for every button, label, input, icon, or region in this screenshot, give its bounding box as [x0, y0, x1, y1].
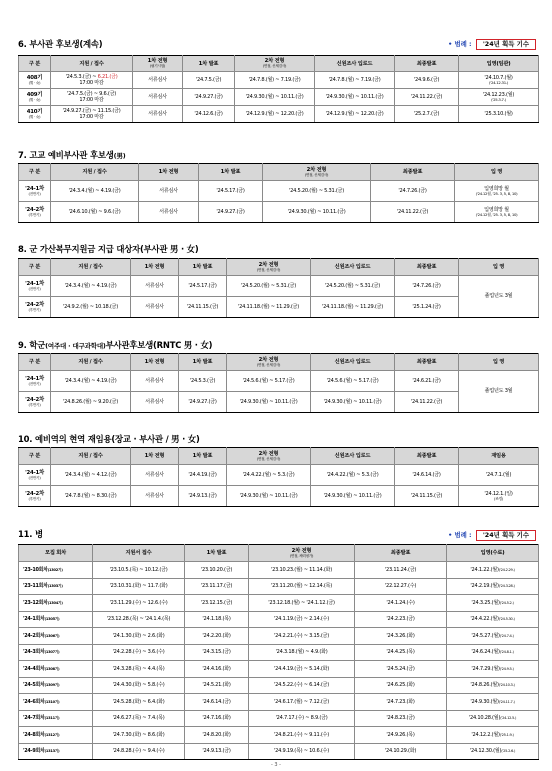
round-label: '24-2회차(1306기)	[19, 628, 93, 645]
final-cell: '25.1.24.(금)	[395, 297, 459, 318]
enlist-cell: '24.7.29.(월)('24.9.5.)	[447, 661, 539, 678]
section-9-table	[18, 353, 539, 413]
legend-bullet: •	[448, 531, 453, 539]
final-cell: '24.6.21.(금)	[395, 371, 459, 392]
apply-period: '24.3.4.(월) ~ 4.12.(금)	[51, 465, 131, 486]
header-stage2: 2차 전형 (면접, 신체검사)	[235, 56, 315, 72]
enlist-cell: '24.2.19.(월)('24.3.28.)	[447, 578, 539, 595]
legend-box: '24년 획득 기수	[476, 530, 536, 541]
header-apply: 지원 / 접수	[51, 354, 131, 371]
stage1-result-cell: '24.5.17.(금)	[199, 181, 263, 202]
upload-cell: '24.7.8.(월) ~ 7.19.(금)	[315, 72, 395, 89]
enlist-cell: '24.12.23.(월) ('25.3.7.)	[459, 89, 539, 106]
stage1-result-cell: '24.9.27.(금)	[183, 89, 235, 106]
enlist-cell: '25.3.10.(월)	[459, 106, 539, 123]
header-apply: 지원 / 접수	[51, 259, 131, 276]
upload-cell: '24.4.22.(월) ~ 5.3.(금)	[311, 465, 395, 486]
header-stage1: 1차 전형 (필기시험)	[133, 56, 183, 72]
row-label: '24-2차 (후반기)	[19, 202, 51, 223]
stage2-cell: '24.5.22.(수) ~ 6.14.(금)	[249, 677, 355, 694]
table-row	[19, 181, 539, 202]
round-label: '24-9회차(1313기)	[19, 743, 93, 760]
final-cell: '24.7.23.(화)	[355, 694, 447, 711]
header-apply: 지원서 접수	[93, 545, 185, 562]
table-row	[19, 202, 539, 223]
apply-period: '24.2.28.(수) ~ 3.6.(수)	[93, 644, 185, 661]
header-stage1: 1차 전형	[131, 259, 179, 276]
stage1-result-cell: '24.6.14.(금)	[185, 694, 249, 711]
apply-period: '24.6.10.(월) ~ 9.6.(금)	[51, 202, 139, 223]
section-11-table	[18, 544, 539, 760]
table-row	[19, 710, 539, 727]
table-row	[19, 578, 539, 595]
final-cell: '22.12.27.(수)	[355, 578, 447, 595]
stage2-cell: '24.4.19.(금) ~ 5.14.(화)	[249, 661, 355, 678]
stage2-cell: '24.9.30.(월) ~ 10.11.(금)	[227, 486, 311, 507]
stage1-result-cell: '24.9.27.(금)	[199, 202, 263, 223]
enlist-cell: '24.12.30.(월)('25.2.6.)	[447, 743, 539, 760]
apply-period: '24.3.28.(목) ~ 4.4.(목)	[93, 661, 185, 678]
header-enlist: 입영(임관)	[459, 56, 539, 72]
header-category: 구 분	[19, 259, 51, 276]
header-apply: 지원 / 접수	[51, 164, 139, 181]
table-row	[19, 661, 539, 678]
table-row	[19, 611, 539, 628]
enlist-cell: '24.6.24.(월)('24.8.1.)	[447, 644, 539, 661]
table-row	[19, 465, 539, 486]
header-final: 최종발표	[355, 545, 447, 562]
round-label: '24-3회차(1307기)	[19, 644, 93, 661]
header-background-upload: 신원조사 입로드	[315, 56, 395, 72]
header-category: 구 분	[19, 354, 51, 371]
round-label: '24-6회차(1310기)	[19, 694, 93, 711]
final-cell: '25.2.7.(금)	[395, 106, 459, 123]
enlist-merged-cell: 졸업년도 3월	[459, 276, 539, 318]
round-label: '24-8회차(1312기)	[19, 727, 93, 744]
table-row	[19, 644, 539, 661]
stage1-cell: 서류심사	[131, 465, 179, 486]
section-6-title: 6. 부사관 후보생(계속)	[18, 39, 103, 49]
enlist-cell: '24.5.27.(월)('24.7.4.)	[447, 628, 539, 645]
apply-period: '24.3.4.(월) ~ 4.19.(금)	[51, 181, 139, 202]
stage1-result-cell: '24.2.20.(화)	[185, 628, 249, 645]
header-final: 최종발표	[371, 164, 455, 181]
round-label: '23-10회차(1302기)	[19, 562, 93, 579]
header-stage2: 2차 전형 (면접, 신체검사)	[227, 259, 311, 276]
stage1-result-cell: '24.9.13.(금)	[185, 743, 249, 760]
apply-period: '24.9.27.(금) ~ 11.15.(금) 17:00 마감	[51, 106, 133, 123]
header-stage2: 2차 전형 (면접, 신체검사)	[227, 354, 311, 371]
table-row	[19, 743, 539, 760]
header-category: 구 분	[19, 56, 51, 72]
header-stage1: 1차 전형	[131, 354, 179, 371]
stage1-result-cell: '24.5.17.(금)	[179, 276, 227, 297]
apply-period: '24.9.2.(월) ~ 10.18.(금)	[51, 297, 131, 318]
stage1-result-cell: '24.8.20.(화)	[185, 727, 249, 744]
enlist-cell: '24.4.22.(월)('24.5.30.)	[447, 611, 539, 628]
final-cell: '24.3.26.(화)	[355, 628, 447, 645]
stage1-cell: 서류심사	[133, 89, 183, 106]
section-10-table	[18, 447, 539, 507]
stage2-cell: '24.2.21.(수) ~ 3.15.(금)	[249, 628, 355, 645]
header-stage1-result: 1차 발표	[183, 56, 235, 72]
reappoint-cell: '24.7.1.(월)	[459, 465, 539, 486]
header-stage2: 2차 전형 (면접, 신체검사)	[227, 448, 311, 465]
enlist-cell: 입영희망 월 ('24.12월, '25. 3, 5, 8, 10)	[455, 181, 539, 202]
stage1-result-cell: '24.1.18.(목)	[185, 611, 249, 628]
header-stage1: 1차 전형	[131, 448, 179, 465]
final-cell: '24.4.25.(목)	[355, 644, 447, 661]
apply-period: '23.10.5.(목) ~ 10.12.(금)	[93, 562, 185, 579]
enlist-cell: '24.3.25.(월)('24.5.2.)	[447, 595, 539, 612]
table-row	[19, 677, 539, 694]
header-background-upload: 신원조사 입로드	[311, 354, 395, 371]
final-cell: '24.2.23.(금)	[355, 611, 447, 628]
table-row	[19, 562, 539, 579]
section-7-table	[18, 163, 539, 223]
table-row	[19, 72, 539, 89]
row-label: '24-2차 (후반기)	[19, 392, 51, 413]
header-category: 구 분	[19, 448, 51, 465]
upload-cell: '24.11.18.(월) ~ 11.29.(금)	[311, 297, 395, 318]
header-reappoint: 재임용	[459, 448, 539, 465]
enlist-cell: '24.10.28.(월)('24.12.5.)	[447, 710, 539, 727]
section-9-title: 9. 학군(여주대 · 대구과학대)부사관후보생(RNTC 男 · 女)	[18, 340, 213, 350]
stage2-cell: '24.9.30.(월) ~ 10.11.(금)	[235, 89, 315, 106]
section-8-table	[18, 258, 539, 318]
stage2-cell: '24.9.30.(월) ~ 10.11.(금)	[227, 392, 311, 413]
apply-period: '24.1.30.(화) ~ 2.6.(화)	[93, 628, 185, 645]
final-cell: '24.8.23.(금)	[355, 710, 447, 727]
stage2-cell: '24.5.6.(월) ~ 5.17.(금)	[227, 371, 311, 392]
stage1-cell: 서류심사	[131, 392, 179, 413]
reappoint-cell: '24.12.1.(일) (조정)	[459, 486, 539, 507]
stage2-cell: '23.10.23.(월) ~ 11.14.(화)	[249, 562, 355, 579]
final-cell: '24.11.22.(금)	[395, 89, 459, 106]
final-cell: '24.9.6.(금)	[395, 72, 459, 89]
enlist-cell: '24.1.22.(월)('24.2.29.)	[447, 562, 539, 579]
header-final: 최종발표	[395, 354, 459, 371]
legend-bullet: •	[448, 40, 453, 48]
apply-period: '24.3.4.(월) ~ 4.19.(금)	[51, 276, 131, 297]
header-enlist: 입 영	[459, 259, 539, 276]
stage2-cell: '24.5.20.(월) ~ 5.31.(금)	[263, 181, 371, 202]
enlist-cell: '24.12.2.(월)('25.1.9.)	[447, 727, 539, 744]
apply-period: '23.12.28.(목) ~ '24.1.4.(목)	[93, 611, 185, 628]
legend-box: '24년 획득 기수	[476, 39, 536, 50]
header-apply: 지원 / 접수	[51, 56, 133, 72]
section-6-legend	[448, 39, 536, 50]
stage1-result-cell: '24.4.19.(금)	[179, 465, 227, 486]
stage2-cell: '24.12.9.(월) ~ 12.20.(금)	[235, 106, 315, 123]
stage2-cell: '24.7.17.(수) ~ 8.9.(금)	[249, 710, 355, 727]
table-row	[19, 89, 539, 106]
row-label: '24-1차 (전반기)	[19, 465, 51, 486]
final-cell: '24.9.26.(목)	[355, 727, 447, 744]
header-stage1-result: 1차 발표	[185, 545, 249, 562]
stage2-cell: '24.6.17.(월) ~ 7.12.(금)	[249, 694, 355, 711]
table-row	[19, 628, 539, 645]
section-7-title: 7. 고교 예비부사관 후보생(男)	[18, 150, 126, 160]
row-label: 408기 (男 · 女)	[19, 72, 51, 89]
row-label: '24-1차 (전반기)	[19, 371, 51, 392]
row-label: 409기 (男 · 女)	[19, 89, 51, 106]
stage2-cell: '23.11.20.(월) ~ 12.14.(목)	[249, 578, 355, 595]
stage1-result-cell: '24.9.13.(금)	[179, 486, 227, 507]
apply-period: '24.7.5.(금) ~ 9.6.(금) 17:00 마감	[51, 89, 133, 106]
final-cell: '24.11.22.(금)	[395, 392, 459, 413]
table-row	[19, 486, 539, 507]
apply-period: '24.7.8.(월) ~ 8.30.(금)	[51, 486, 131, 507]
header-enlist: 입 영	[459, 354, 539, 371]
stage2-cell: '23.12.18.(월) ~ '24.1.12.(금)	[249, 595, 355, 612]
apply-period: '23.10.31.(화) ~ 11.7.(화)	[93, 578, 185, 595]
stage1-result-cell: '23.10.20.(금)	[185, 562, 249, 579]
apply-period: '24.5.28.(화) ~ 6.4.(화)	[93, 694, 185, 711]
header-enlist: 입영(수료)	[447, 545, 539, 562]
stage1-result-cell: '24.3.15.(금)	[185, 644, 249, 661]
stage1-result-cell: '24.5.3.(금)	[179, 371, 227, 392]
section-11-legend	[448, 530, 536, 541]
header-final: 최종발표	[395, 448, 459, 465]
stage1-cell: 서류심사	[139, 202, 199, 223]
stage1-cell: 서류심사	[139, 181, 199, 202]
header-stage1: 1차 전형	[139, 164, 199, 181]
apply-period: '24.8.28.(수) ~ 9.4.(수)	[93, 743, 185, 760]
row-label: '24-2차 (후반기)	[19, 486, 51, 507]
table-row	[19, 595, 539, 612]
stage1-cell: 서류심사	[131, 297, 179, 318]
final-cell: '24.11.15.(금)	[395, 486, 459, 507]
stage1-result-cell: '24.11.15.(금)	[179, 297, 227, 318]
apply-period: '23.11.29.(수) ~ 12.6.(수)	[93, 595, 185, 612]
table-row	[19, 106, 539, 123]
upload-cell: '24.9.30.(월) ~ 10.11.(금)	[311, 392, 395, 413]
header-enlist: 입 영	[455, 164, 539, 181]
round-label: '23-11회차(1303기)	[19, 578, 93, 595]
final-cell: '24.11.22.(금)	[371, 202, 455, 223]
legend-label: 범례 :	[454, 40, 472, 48]
stage1-result-cell: '24.12.6.(금)	[183, 106, 235, 123]
enlist-cell: '24.8.26.(월)('24.10.3.)	[447, 677, 539, 694]
stage2-cell: '24.4.22.(월) ~ 5.3.(금)	[227, 465, 311, 486]
round-label: '23-12회차(1304기)	[19, 595, 93, 612]
stage1-result-cell: '23.11.17.(금)	[185, 578, 249, 595]
header-stage1-result: 1차 발표	[179, 448, 227, 465]
enlist-cell: 입영희망 월 ('24.12월, '25. 3, 5, 8, 10)	[455, 202, 539, 223]
upload-cell: '24.9.30.(월) ~ 10.11.(금)	[311, 486, 395, 507]
stage2-cell: '24.3.18.(월) ~ 4.9.(화)	[249, 644, 355, 661]
header-final: 최종발표	[395, 56, 459, 72]
final-cell: '24.6.14.(금)	[395, 465, 459, 486]
stage1-cell: 서류심사	[133, 106, 183, 123]
enlist-cell: '24.9.30.(월)('24.11.7.)	[447, 694, 539, 711]
legend-label: 범례 :	[454, 531, 472, 539]
stage2-cell: '24.11.18.(월) ~ 11.29.(금)	[227, 297, 311, 318]
header-apply: 지원 / 접수	[51, 448, 131, 465]
header-stage2: 2차 전형 (면접, 신체검사)	[263, 164, 371, 181]
stage1-cell: 서류심사	[131, 371, 179, 392]
header-stage1-result: 1차 발표	[179, 259, 227, 276]
apply-period: '24.5.3.(금) ~ 6.21.(금) 17:00 마감	[51, 72, 133, 89]
stage2-cell: '24.1.19.(금) ~ 2.14.(수)	[249, 611, 355, 628]
header-category: 구 분	[19, 164, 51, 181]
upload-cell: '24.9.30.(월) ~ 10.11.(금)	[315, 89, 395, 106]
section-6-table	[18, 55, 539, 123]
section-10-title: 10. 예비역의 현역 재임용(장교 · 부사관 / 男 · 女)	[18, 434, 200, 444]
round-label: '24-5회차(1309기)	[19, 677, 93, 694]
final-cell: '24.7.26.(금)	[395, 276, 459, 297]
round-label: '24-4회차(1308기)	[19, 661, 93, 678]
stage1-cell: 서류심사	[133, 72, 183, 89]
stage1-result-cell: '24.4.16.(화)	[185, 661, 249, 678]
page-number: - 3 -	[271, 762, 281, 768]
table-row	[19, 694, 539, 711]
round-label: '24-7회차(1311기)	[19, 710, 93, 727]
apply-period: '24.3.4.(월) ~ 4.19.(금)	[51, 371, 131, 392]
upload-cell: '24.5.20.(월) ~ 5.31.(금)	[311, 276, 395, 297]
final-cell: '24.7.26.(금)	[371, 181, 455, 202]
stage1-result-cell: '24.7.5.(금)	[183, 72, 235, 89]
upload-cell: '24.5.6.(월) ~ 5.17.(금)	[311, 371, 395, 392]
upload-cell: '24.12.9.(월) ~ 12.20.(금)	[315, 106, 395, 123]
header-background-upload: 신원조사 입로드	[311, 448, 395, 465]
table-row	[19, 727, 539, 744]
header-stage1-result: 1차 발표	[179, 354, 227, 371]
stage1-cell: 서류심사	[131, 276, 179, 297]
row-label: 410기 (男 · 女)	[19, 106, 51, 123]
row-label: '24-2차 (후반기)	[19, 297, 51, 318]
header-stage1-result: 1차 발표	[199, 164, 263, 181]
row-label: '24-1차 (전반기)	[19, 276, 51, 297]
apply-period: '24.6.27.(목) ~ 7.4.(목)	[93, 710, 185, 727]
header-background-upload: 신원조사 입로드	[311, 259, 395, 276]
apply-period: '24.7.30.(화) ~ 8.6.(화)	[93, 727, 185, 744]
table-row	[19, 276, 539, 297]
table-row	[19, 371, 539, 392]
stage1-result-cell: '23.12.15.(금)	[185, 595, 249, 612]
enlist-cell: '24.10.7.(월) ('24.12.31.)	[459, 72, 539, 89]
final-cell: '24.1.24.(수)	[355, 595, 447, 612]
stage1-result-cell: '24.9.27.(금)	[179, 392, 227, 413]
header-round: 모집 회차	[19, 545, 93, 562]
enlist-merged-cell: 졸업년도 3월	[459, 371, 539, 413]
stage2-cell: '24.7.8.(월) ~ 7.19.(금)	[235, 72, 315, 89]
final-cell: '23.11.24.(금)	[355, 562, 447, 579]
section-8-title: 8. 군 가산복무지원금 지급 대상자(부사관 男 · 女)	[18, 244, 199, 254]
stage2-cell: '24.5.20.(월) ~ 5.31.(금)	[227, 276, 311, 297]
stage2-cell: '24.9.30.(월) ~ 10.11.(금)	[263, 202, 371, 223]
stage2-cell: '24.8.21.(수) ~ 9.11.(수)	[249, 727, 355, 744]
apply-period: '24.8.26.(월) ~ 9.20.(금)	[51, 392, 131, 413]
stage1-result-cell: '24.7.16.(화)	[185, 710, 249, 727]
round-label: '24-1회차(1305기)	[19, 611, 93, 628]
header-stage2: 2차 전형 (면접, 체력평가)	[249, 545, 355, 562]
stage2-cell: '24.9.19.(목) ~ 10.6.(수)	[249, 743, 355, 760]
stage1-result-cell: '24.5.21.(화)	[185, 677, 249, 694]
stage1-cell: 서류심사	[131, 486, 179, 507]
final-cell: '24.5.24.(금)	[355, 661, 447, 678]
row-label: '24-1차 (전반기)	[19, 181, 51, 202]
final-cell: '24.6.25.(화)	[355, 677, 447, 694]
final-cell: '24.10.29.(화)	[355, 743, 447, 760]
apply-period: '24.4.30.(화) ~ 5.8.(수)	[93, 677, 185, 694]
section-11-title: 11. 병	[18, 529, 43, 539]
header-final: 최종발표	[395, 259, 459, 276]
